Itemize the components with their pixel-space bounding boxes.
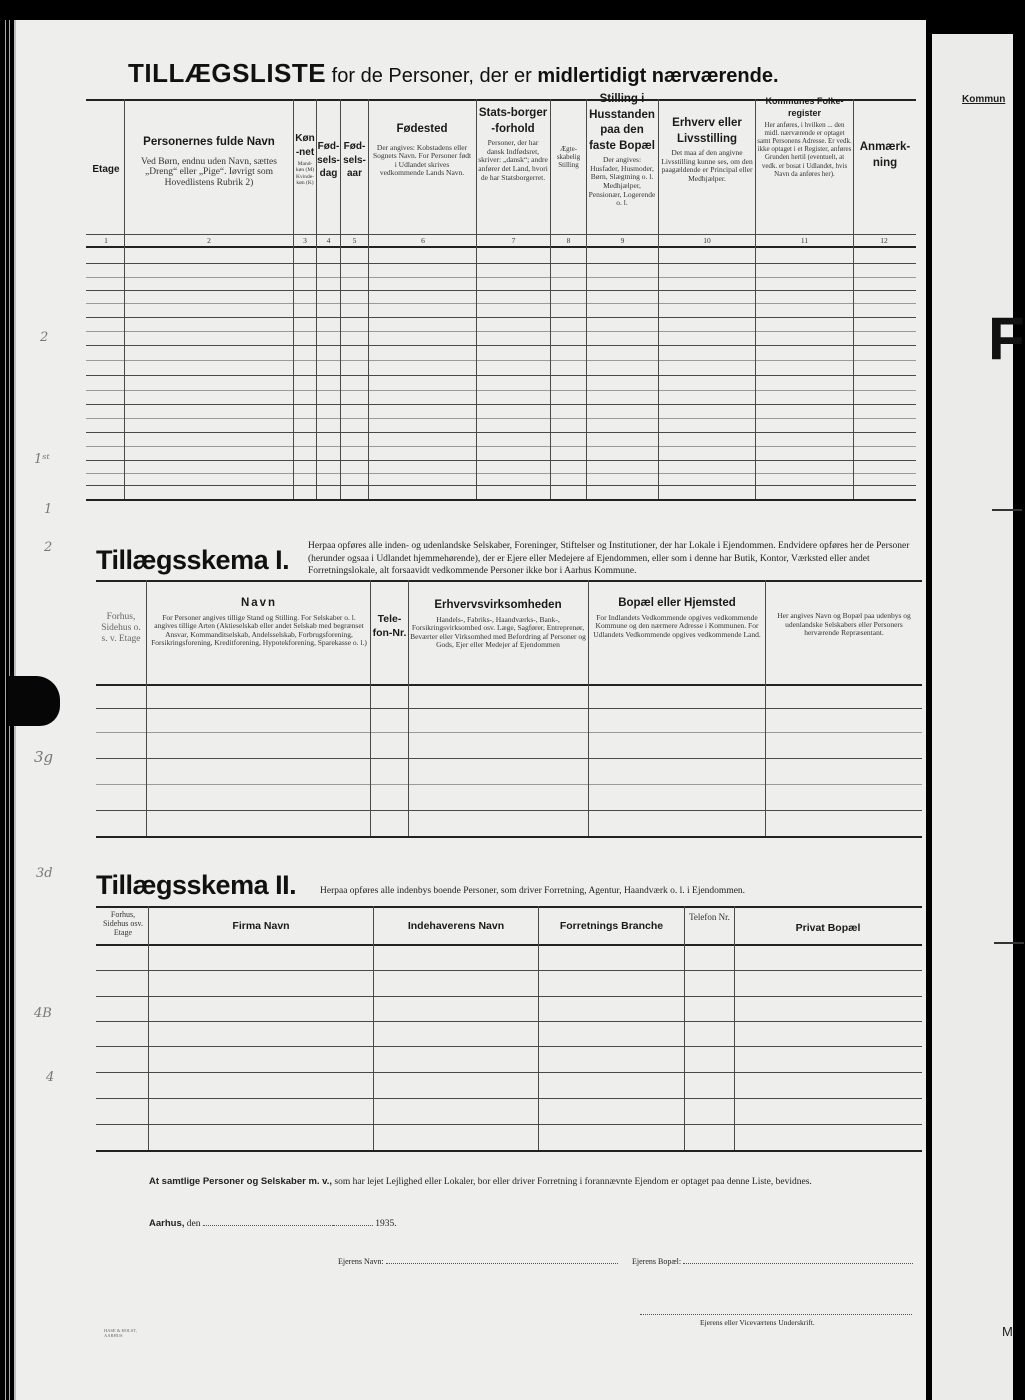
- title-emph: midlertidigt nærværende.: [537, 65, 779, 87]
- owner-address-line: Ejerens Bopæl:: [632, 1257, 913, 1266]
- table-row[interactable]: [86, 375, 916, 376]
- table-row[interactable]: [86, 473, 916, 474]
- s1-col-etage: Forhus, Sidehus o. s. v. Etage: [101, 612, 141, 644]
- s2-col-etage: Forhus, Sidehus osv. Etage: [103, 910, 143, 938]
- col-header-statsborger: Stats-borger-forhold Personer, der har dansk Indfødsret, skriver: „dansk“; andre anfører det Land, hvori de har Statsborgerret.: [478, 107, 548, 182]
- margin-mark: 4: [46, 1070, 55, 1085]
- col-header-name: Personernes fulde Navn Ved Børn, endnu uden Navn, sættes „Dreng“ eller „Pige“. Iøvrigt som Hovedlistens Rubrik 2): [141, 136, 277, 189]
- s1-col-erhverv: Erhvervsvirksomheden Handels-, Fabriks-, Haandværks-, Bank-, Forsikringsvirksomhed osv. Læge, Sagfører, Entreprenør, Beværter eller Virksomhed med Befordring af Personer og Gods, Ejer eller Medejer af Ejendommen: [410, 599, 586, 650]
- table-row[interactable]: [86, 485, 916, 486]
- margin-mark: 1ˢᵗ: [34, 452, 50, 467]
- table-row[interactable]: [96, 784, 922, 785]
- margin-mark: 3g: [34, 748, 54, 766]
- col-num: 8: [566, 236, 571, 245]
- col-num: 4: [326, 236, 331, 245]
- page-title: [128, 58, 779, 89]
- s1-col-navn: Navn For Personer angives tillige Stand og Stilling. For Selskaber o. l. angives tillige Arten (Aktieselskab eller andet Selskab med begrænset Ansvar, Kommanditselskab, Andelsselskab, Forbrugsforening, Forsikringsforening, Kreditforening, Hypotekforening, Sparekasse o. l.): [151, 597, 367, 648]
- margin-mark: 3d: [36, 866, 53, 881]
- table-row[interactable]: [86, 331, 916, 332]
- table-row[interactable]: [96, 708, 922, 709]
- margin-mark: 1: [44, 502, 53, 517]
- next-page-big-letter: F: [988, 305, 1025, 372]
- skema2-intro: Herpaa opføres alle indenbys boende Personer, som driver Forretning, Agentur, Haandværk o. l. i Ejendommen.: [320, 886, 746, 896]
- table-row[interactable]: [96, 732, 922, 733]
- table-row[interactable]: [96, 1098, 922, 1099]
- next-page-edge: [932, 34, 1025, 1400]
- col-num: 11: [800, 236, 809, 245]
- attestation: At samtlige Personer og Selskaber m. v., som har lejet Lejlighed eller Lokaler, bor eller driver Forretning i forannævnte Ejendom er optaget paa denne Liste, bevidnes.: [149, 1176, 812, 1187]
- s2-col-telefon: Telefon Nr.: [689, 912, 730, 922]
- next-page-bottom-letter: M: [1002, 1324, 1013, 1339]
- s1-col-repraesentant: Her angives Navn og Bopæl paa udenbys og udenlandske Selskabers eller Personers herværende Repræsentant.: [777, 611, 911, 638]
- s2-col-branche: Forretnings Branche: [559, 920, 664, 932]
- col-num: 3: [303, 236, 307, 245]
- col-header-stilling: Stilling i Husstanden paa den faste Bopæl Der angives: Husfader, Husmoder, Børn, Slægtning o. l. Medhjælper, Pensionær, Logerende o. l.: [588, 93, 656, 208]
- title-bold: TILLÆGSLISTE: [128, 58, 327, 88]
- table-row[interactable]: [96, 1072, 922, 1073]
- table-row[interactable]: [86, 390, 916, 391]
- margin-mark: 2: [44, 540, 53, 555]
- table-row[interactable]: [96, 1021, 922, 1022]
- table-row[interactable]: [96, 1046, 922, 1047]
- form-page: [14, 20, 926, 1400]
- col-num: 9: [620, 236, 625, 245]
- table-row[interactable]: [86, 418, 916, 419]
- table-row[interactable]: [86, 446, 916, 447]
- col-header-anmaerkning: Anmærk-ning: [859, 141, 911, 169]
- table-row[interactable]: [86, 317, 916, 318]
- col-header-fodselsdag: Fød-sels-dag: [317, 141, 340, 179]
- table-row[interactable]: [96, 758, 922, 759]
- col-num: 10: [703, 236, 711, 245]
- col-header-fodested: Fødested Der angives: Kobstadens eller Sognets Navn. For Personer født i Udlandet skrives vedkommende Lands Navn.: [372, 123, 472, 178]
- col-num: 5: [352, 236, 357, 245]
- table-row[interactable]: [96, 970, 922, 971]
- margin-mark: 2: [40, 330, 49, 345]
- table-row[interactable]: [86, 263, 916, 264]
- signature-line[interactable]: [640, 1314, 912, 1315]
- skema1-intro: Herpaa opføres alle inden- og udenlandske Selskaber, Foreninger, Stiftelser og Institutioner, der har Lokale i Ejendommen. Endvidere opføres her de Personer (herunder ogsaa i Udlandet hjemmehørende), der er Ejere eller Medejere af Ejendommen, eller som i denne har Butik, Kontor, Værksted eller andet Forretningslokale, alt forsaavidt vedkommende Personer ikke bor i Aarhus Kommune.: [308, 541, 910, 577]
- s1-col-bopael: Bopæl eller Hjemsted For Indlandets Vedkommende opgives vedkommende Kommune og den nærmere Adresse i Kommunen. For Udlandets Vedkommende opgives vedkommende Land.: [593, 597, 761, 639]
- skema2-title: Tillægsskema II.: [96, 870, 297, 900]
- printer-mark: HASE & HOLST, AARHUS: [104, 1328, 137, 1339]
- binder-clip-icon: [8, 676, 60, 726]
- col-header-kon: Køn-net Mand-køn (M) Kvinde-køn (K): [295, 133, 315, 186]
- signature-label: Ejerens eller Viceværtens Underskrift.: [700, 1318, 815, 1327]
- table-row[interactable]: [96, 996, 922, 997]
- s1-col-telefon: Tele-fon-Nr.: [372, 613, 407, 640]
- table-row[interactable]: [86, 290, 916, 291]
- col-header-erhverv: Erhverv eller Livsstilling Det maa af den angivne Livsstilling kunne ses, om den paagældende er Principal eller Medhjælper.: [661, 117, 753, 183]
- s2-col-indehaver: Indehaverens Navn: [407, 920, 505, 932]
- owner-name-line: Ejerens Navn:: [338, 1257, 618, 1266]
- day-field[interactable]: [203, 1225, 333, 1226]
- table-row[interactable]: [86, 460, 916, 461]
- col-header-aegteskab: Ægte-skabelig Stilling: [556, 145, 581, 170]
- s2-col-firma: Firma Navn: [232, 920, 290, 932]
- next-page-label: Kommun: [962, 94, 1006, 105]
- month-field[interactable]: [333, 1225, 373, 1226]
- table-row[interactable]: [86, 303, 916, 304]
- table-row[interactable]: [86, 277, 916, 278]
- owner-address-field[interactable]: [683, 1263, 913, 1264]
- col-header-fodselsaar: Fød-sels-aar: [343, 141, 366, 179]
- col-num: 2: [207, 236, 211, 245]
- col-header-folkeregister: Kommunes Folke-register Her anføres, i hvilken ... den midl. nærværende er optaget samt Personens Adresse. Er vedk. ikke optaget i et Register, anføres Grunden hertil (eventuelt, at vedk. er bosat i Udlandet, hvis Navn da anføres her).: [757, 96, 852, 178]
- col-header-etage: Etage: [92, 164, 120, 175]
- skema1-title: Tillægsskema I.: [96, 545, 290, 575]
- table-row[interactable]: [96, 810, 922, 811]
- title-rest: for de Personer, der er: [331, 65, 532, 87]
- owner-name-field[interactable]: [386, 1263, 618, 1264]
- table-row[interactable]: [86, 432, 916, 433]
- date-line: Aarhus, den 1935.: [149, 1218, 397, 1229]
- s2-col-bopael: Privat Bopæl: [795, 922, 861, 934]
- col-num: 1: [104, 236, 108, 245]
- table-row[interactable]: [86, 345, 916, 346]
- col-num: 12: [880, 236, 888, 245]
- table-row[interactable]: [96, 1124, 922, 1125]
- col-num: 7: [511, 236, 516, 245]
- margin-mark: 4B: [34, 1006, 52, 1021]
- table-row[interactable]: [86, 360, 916, 361]
- table-row[interactable]: [86, 404, 916, 405]
- col-num: 6: [421, 236, 425, 245]
